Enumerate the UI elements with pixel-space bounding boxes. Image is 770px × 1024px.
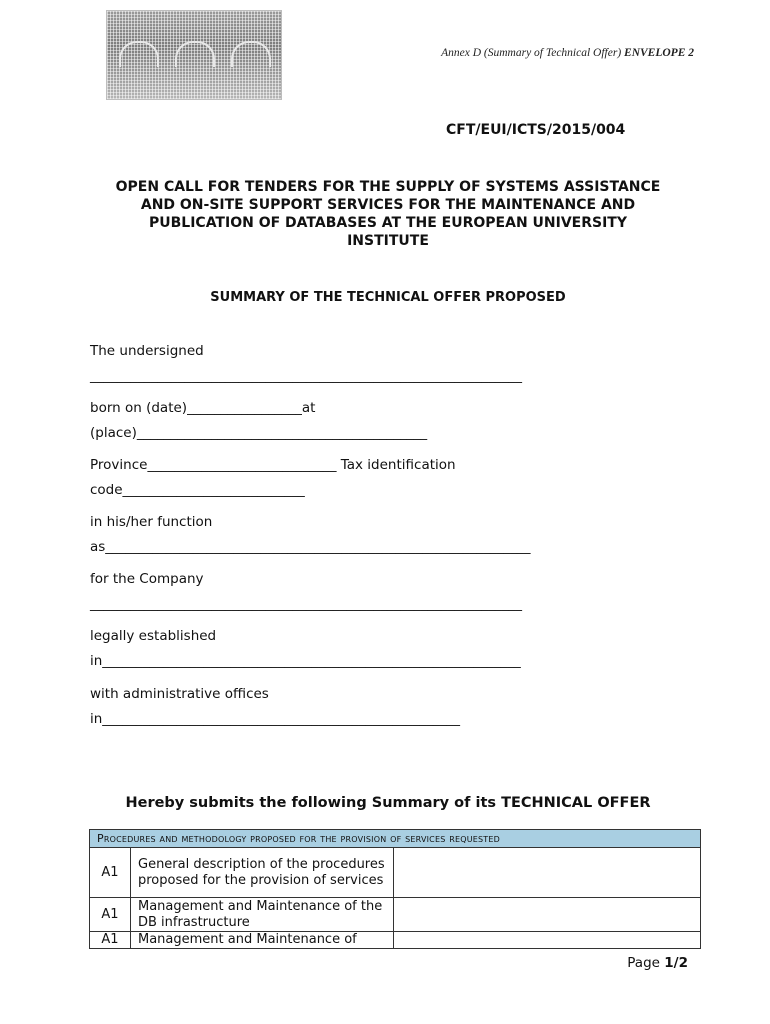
table-header-row	[90, 830, 701, 848]
page-current: 1	[664, 955, 674, 971]
form-line: (place)___________________________________________	[90, 425, 428, 441]
form-line: in his/her function	[90, 514, 213, 530]
table-header-cell: Procedures and methodology proposed for the provision of services requested	[90, 830, 701, 848]
form-line: in_____________________________________________________	[90, 711, 461, 727]
form-line: for the Company	[90, 571, 204, 587]
form-line: Province____________________________ Tax identification	[90, 457, 456, 473]
page-separator: /	[673, 955, 679, 971]
submits-heading: Hereby submits the following Summary of its TECHNICAL OFFER	[125, 795, 651, 811]
row-code: A1	[90, 932, 131, 949]
form-line: code___________________________	[90, 482, 305, 498]
document-title	[88, 178, 688, 250]
row-value-cell[interactable]	[394, 932, 701, 949]
form-line: with administrative offices	[90, 686, 269, 702]
row-description: Management and Maintenance of the DB infrastructure	[131, 898, 394, 932]
logo-arch-middle	[175, 41, 215, 67]
form-line: as_______________________________________________________________	[90, 539, 531, 555]
page-number	[627, 955, 688, 971]
form-line: legally established	[90, 628, 217, 644]
title-line: PUBLICATION OF DATABASES AT THE EUROPEAN UNIVERSITY	[148, 215, 627, 231]
title-line: AND ON-SITE SUPPORT SERVICES FOR THE MAINTENANCE AND	[140, 197, 636, 213]
logo-arch-right	[231, 41, 271, 67]
row-code: A1	[90, 898, 131, 932]
annex-text: Annex D (Summary of Technical Offer)	[441, 47, 622, 59]
table-row	[90, 932, 701, 949]
tender-reference: CFT/EUI/ICTS/2015/004	[446, 122, 626, 138]
annex-header	[441, 47, 694, 59]
envelope-text: ENVELOPE 2	[624, 47, 694, 59]
technical-offer-table	[89, 829, 701, 949]
logo-arch-left	[119, 41, 159, 67]
form-line: in______________________________________________________________	[90, 653, 521, 669]
form-line: born on (date)_________________at	[90, 400, 316, 416]
page-total: 2	[678, 955, 688, 971]
institute-logo	[106, 10, 282, 100]
page-label: Page	[627, 955, 660, 971]
row-description: General description of the procedures proposed for the provision of services	[131, 848, 394, 898]
document-subtitle: SUMMARY OF THE TECHNICAL OFFER PROPOSED	[210, 290, 566, 305]
row-value-cell[interactable]	[394, 848, 701, 898]
row-description: Management and Maintenance of	[131, 932, 394, 949]
title-line: INSTITUTE	[347, 233, 429, 249]
form-line: The undersigned	[90, 343, 204, 359]
table-row	[90, 848, 701, 898]
title-line: OPEN CALL FOR TENDERS FOR THE SUPPLY OF SYSTEMS ASSISTANCE	[115, 179, 661, 195]
form-line: ________________________________________________________________	[90, 596, 522, 612]
form-line: ________________________________________________________________	[90, 368, 522, 384]
row-value-cell[interactable]	[394, 898, 701, 932]
table-row	[90, 898, 701, 932]
row-code: A1	[90, 848, 131, 898]
